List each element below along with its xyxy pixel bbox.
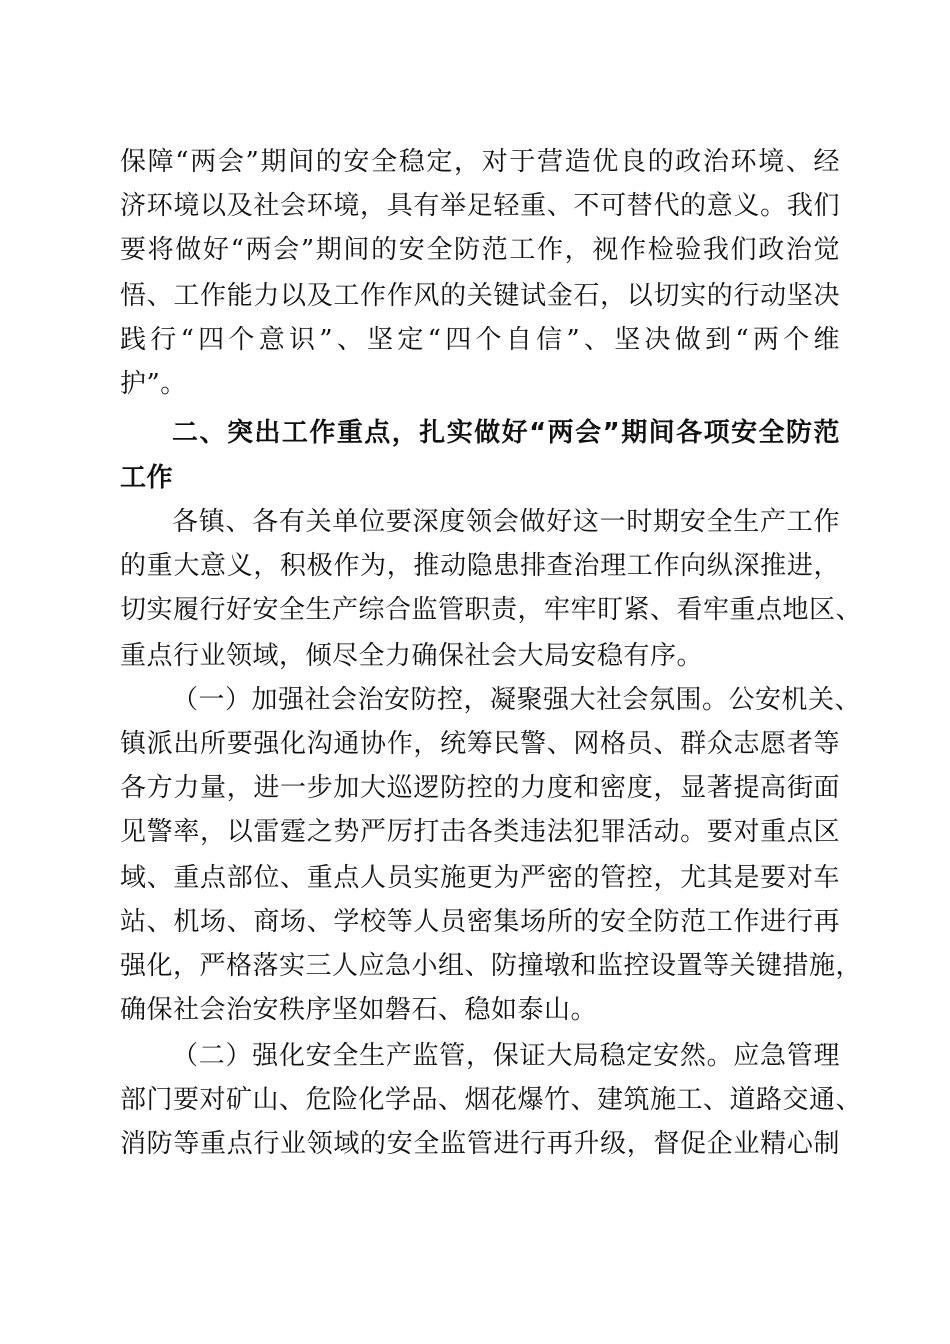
text-line: 保障“两会”期间的安全稳定，对于营造优良的政治环境、经 (120, 147, 840, 177)
text-line: 见警率，以雷霆之势严厉打击各类违法犯罪活动。要对重点区 (120, 817, 840, 847)
text-line: 护”。 (120, 369, 187, 399)
text-line: 践行“四个意识”、坚定“四个自信”、坚决做到“两个维 (120, 325, 840, 355)
section-heading: 工作 (120, 463, 174, 493)
text-line: 要将做好“两会”期间的安全防范工作，视作检验我们政治觉 (120, 235, 840, 265)
text-line: 站、机场、商场、学校等人员密集场所的安全防范工作进行再 (120, 907, 840, 937)
text-line: 部门要对矿山、危险化学品、烟花爆竹、建筑施工、道路交通、 (120, 1085, 863, 1115)
text-line: 域、重点部位、重点人员实施更为严密的管控，尤其是要对车 (120, 863, 840, 893)
text-line: 济环境以及社会环境，具有举足轻重、不可替代的意义。我们 (120, 191, 840, 221)
section-heading: 二、突出工作重点，扎实做好“两会”期间各项安全防范 (172, 418, 840, 448)
text-line: 重点行业领域，倾尽全力确保社会大局安稳有序。 (120, 641, 704, 671)
text-line: （二）强化安全生产监管，保证大局稳定安然。应急管理 (172, 1041, 840, 1071)
text-line: 各镇、各有关单位要深度领会做好这一时期安全生产工作 (172, 507, 840, 537)
text-line: 的重大意义，积极作为，推动隐患排查治理工作向纵深推进， (120, 551, 840, 581)
text-line: 强化，严格落实三人应急小组、防撞墩和监控设置等关键措施， (120, 951, 863, 981)
text-line: 确保社会治安秩序坚如磐石、稳如泰山。 (120, 995, 598, 1025)
text-line: 切实履行好安全生产综合监管职责，牢牢盯紧、看牢重点地区、 (120, 595, 863, 625)
text-line: （一）加强社会治安防控，凝聚强大社会氛围。公安机关、 (172, 685, 862, 715)
text-line: 各方力量，进一步加大巡逻防控的力度和密度，显著提高街面 (120, 773, 840, 803)
text-line: 悟、工作能力以及工作作风的关键试金石，以切实的行动坚决 (120, 281, 840, 311)
text-line: 镇派出所要强化沟通协作，统筹民警、网格员、群众志愿者等 (120, 729, 840, 759)
text-line: 消防等重点行业领域的安全监管进行再升级，督促企业精心制 (120, 1129, 840, 1159)
